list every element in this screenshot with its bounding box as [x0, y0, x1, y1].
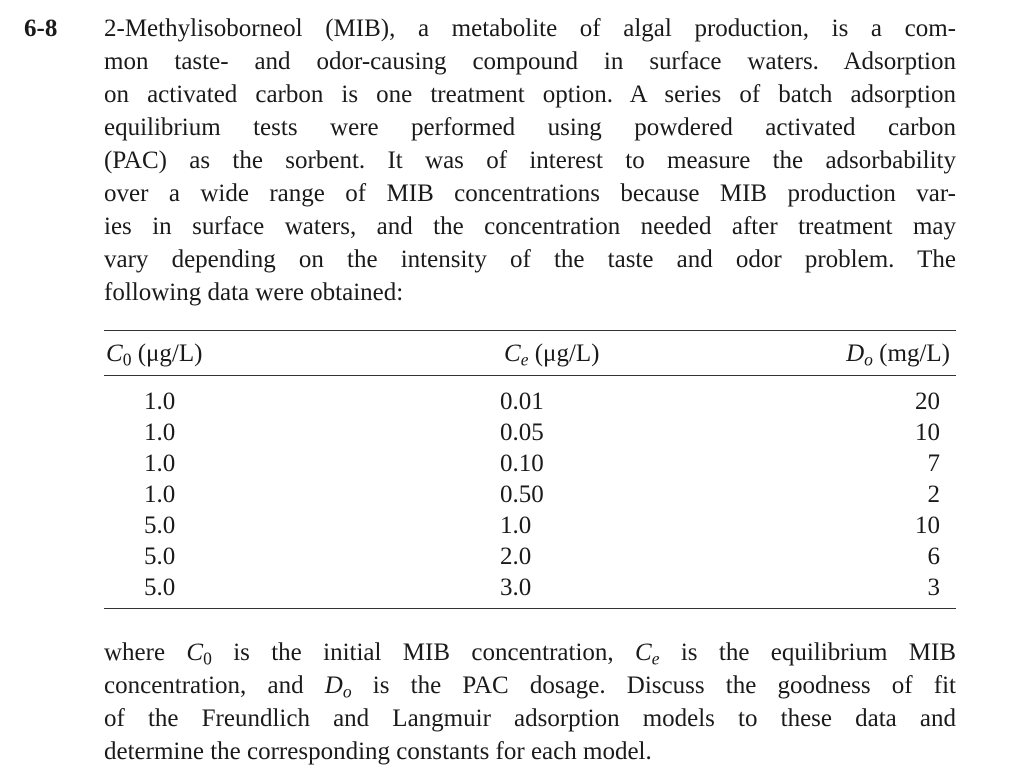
cell-do: 3: [927, 574, 940, 601]
problem-line: (PAC) as the sorbent. It was of interest to measure the adsorbability: [104, 147, 956, 174]
header-pac-dosage: $D_o$ (mg/L): [846, 340, 950, 370]
problem-line: equilibrium tests were performed using powdered activated carbon: [104, 114, 956, 141]
footer-line: of the Freundlich and Langmuir adsorption models to these data and: [104, 705, 956, 732]
footer-line: concentration, and $D_o$ is the PAC dosage. Discuss the goodness of fit: [104, 672, 956, 702]
table-bottom-rule: [104, 608, 956, 609]
problem-statement: [104, 12, 956, 309]
cell-do: 7: [927, 450, 940, 477]
cell-c0: 1.0: [144, 481, 176, 508]
table-body: [104, 376, 956, 608]
cell-ce: 0.50: [500, 481, 544, 508]
table-row: [104, 419, 956, 450]
problem-line: following data were obtained:: [104, 279, 404, 306]
table-header-row: [104, 331, 956, 375]
cell-c0: 5.0: [144, 543, 176, 570]
footer-line: where $C_0$ is the initial MIB concentration, $C_e$ is the equilibrium MIB: [104, 639, 956, 669]
cell-do: 20: [915, 388, 940, 415]
header-equilibrium-concentration: $C_e$ (μg/L): [504, 340, 600, 370]
problem-line: ies in surface waters, and the concentration needed after treatment may: [104, 213, 956, 240]
data-table: [104, 330, 956, 609]
footer-line: determine the corresponding constants for each model.: [104, 738, 652, 765]
cell-do: 6: [927, 543, 940, 570]
cell-ce: 0.10: [500, 450, 544, 477]
cell-c0: 5.0: [144, 574, 176, 601]
cell-do: 2: [927, 481, 940, 508]
problem-number: 6-8: [24, 15, 58, 42]
problem-line: mon taste- and odor-causing compound in surface waters. Adsorption: [104, 48, 956, 75]
cell-ce: 0.05: [500, 419, 544, 446]
cell-do: 10: [915, 512, 940, 539]
problem-line: over a wide range of MIB concentrations because MIB production var-: [104, 180, 956, 207]
table-row: [104, 512, 956, 543]
problem-footer: [104, 636, 956, 768]
header-initial-concentration: $C_0$ (μg/L): [106, 340, 203, 370]
cell-c0: 1.0: [144, 450, 176, 477]
problem-line: on activated carbon is one treatment option. A series of batch adsorption: [104, 81, 956, 108]
cell-ce: 0.01: [500, 388, 544, 415]
cell-ce: 2.0: [500, 543, 532, 570]
table-row: [104, 481, 956, 512]
table-row: [104, 574, 956, 605]
table-row: [104, 543, 956, 574]
cell-c0: 1.0: [144, 419, 176, 446]
problem-line: vary depending on the intensity of the taste and odor problem. The: [104, 246, 956, 273]
problem-line: 2-Methylisoborneol (MIB), a metabolite of algal production, is a com-: [104, 15, 956, 42]
cell-ce: 3.0: [500, 574, 532, 601]
cell-do: 10: [915, 419, 940, 446]
cell-c0: 1.0: [144, 388, 176, 415]
cell-ce: 1.0: [500, 512, 532, 539]
table-row: [104, 388, 956, 419]
table-row: [104, 450, 956, 481]
cell-c0: 5.0: [144, 512, 176, 539]
